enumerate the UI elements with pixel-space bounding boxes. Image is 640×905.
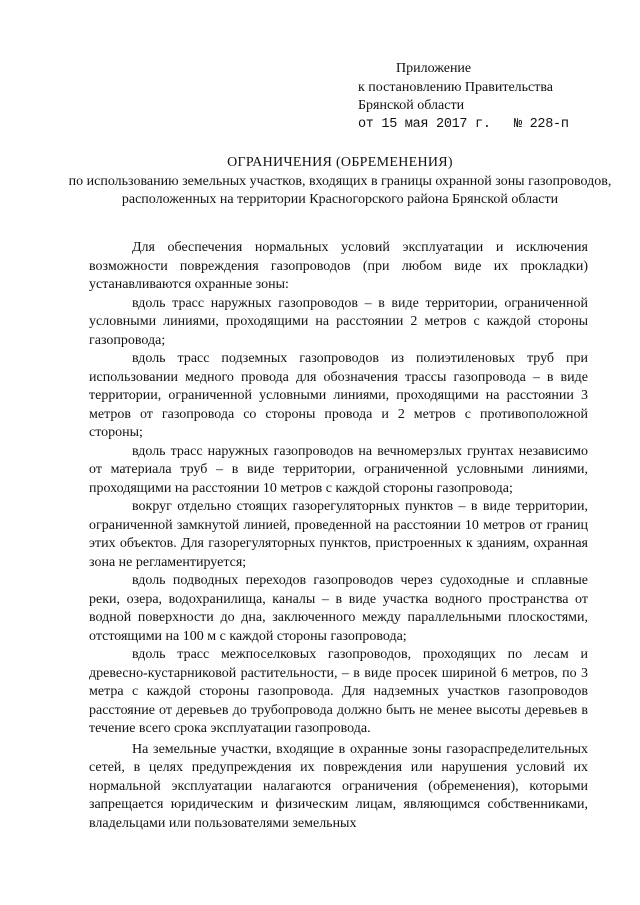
- paragraph-regulator-points: вокруг отдельно стоящих газорегуляторных пунктов – в виде территории, ограниченной замкнутой линией, проведенной на расстоянии 10 метров от границ этих объектов. Для газорегуляторных пунктов, пристроенных к зданиям, охранная зона не регламентируется;: [89, 499, 588, 570]
- appendix-number: № 228-п: [514, 116, 569, 132]
- appendix-date-line: [358, 116, 569, 135]
- document-heading: [60, 154, 620, 210]
- appendix-date: от 15 мая 2017 г.: [358, 116, 491, 132]
- paragraph-underwater-crossings: вдоль подводных переходов газопроводов через судоходные и сплавные реки, озера, водохранилища, каналы – в виде участка водного пространства от водной поверхности до дна, заключенного между параллельными плоскостями, отстоящими на 100 м с каждой стороны газопровода;: [89, 573, 588, 644]
- appendix-decree-line: к постановлению Правительства: [358, 79, 554, 95]
- document-subtitle: по использованию земельных участков, входящих в границы охранной зоны газопроводов, расположенных на территории Красногорского района Брянской области: [68, 173, 612, 207]
- document-title: ОГРАНИЧЕНИЯ (ОБРЕМЕНЕНИЯ): [227, 155, 453, 170]
- appendix-title: Приложение: [396, 61, 472, 76]
- paragraph-restrictions: На земельные участки, входящие в охранные зоны газораспределительных сетей, в целях предупреждения их повреждения или нарушения условий их нормальной эксплуатации налагаются ограничения (обременения), которыми запрещается юридическим и физическим лицам, являющимся собственниками, владельцами или пользователями земельных: [89, 741, 588, 831]
- document-body: [89, 239, 588, 833]
- paragraph-intro: Для обеспечения нормальных условий эксплуатации и исключения возможности повреждения газопроводов (при любом виде их прокладки) устанавливаются охранные зоны:: [89, 240, 588, 292]
- paragraph-intersettlement-pipelines: вдоль трасс межпоселковых газопроводов, проходящих по лесам и древесно-кустарниковой растительности, – в виде просек шириной 6 метров, по 3 метра с каждой стороны газопровода. Для надземных участков газопроводов расстояние от деревьев до трубопровода должно быть не менее высоты деревьев в течение всего срока эксплуатации газопровода.: [89, 647, 588, 736]
- appendix-region-line: Брянской области: [358, 98, 465, 113]
- paragraph-permafrost-pipelines: вдоль трасс наружных газопроводов на вечномерзлых грунтах независимо от материала труб – в виде территории, ограниченной условными линиями, проходящими на расстоянии 10 метров с каждой стороны газопровода;: [89, 443, 588, 496]
- appendix-block: [358, 60, 569, 134]
- paragraph-external-pipelines: вдоль трасс наружных газопроводов – в виде территории, ограниченной условными линиями, проходящими на расстоянии 2 метров с каждой стороны газопровода;: [89, 295, 588, 348]
- paragraph-underground-pipelines: вдоль трасс подземных газопроводов из полиэтиленовых труб при использовании медного провода для обозначения трассы газопровода – в виде территории, ограниченной условными линиями, проходящими на расстоянии 3 метров от газопровода со стороны провода и 2 метров с противоположной стороны;: [89, 351, 588, 440]
